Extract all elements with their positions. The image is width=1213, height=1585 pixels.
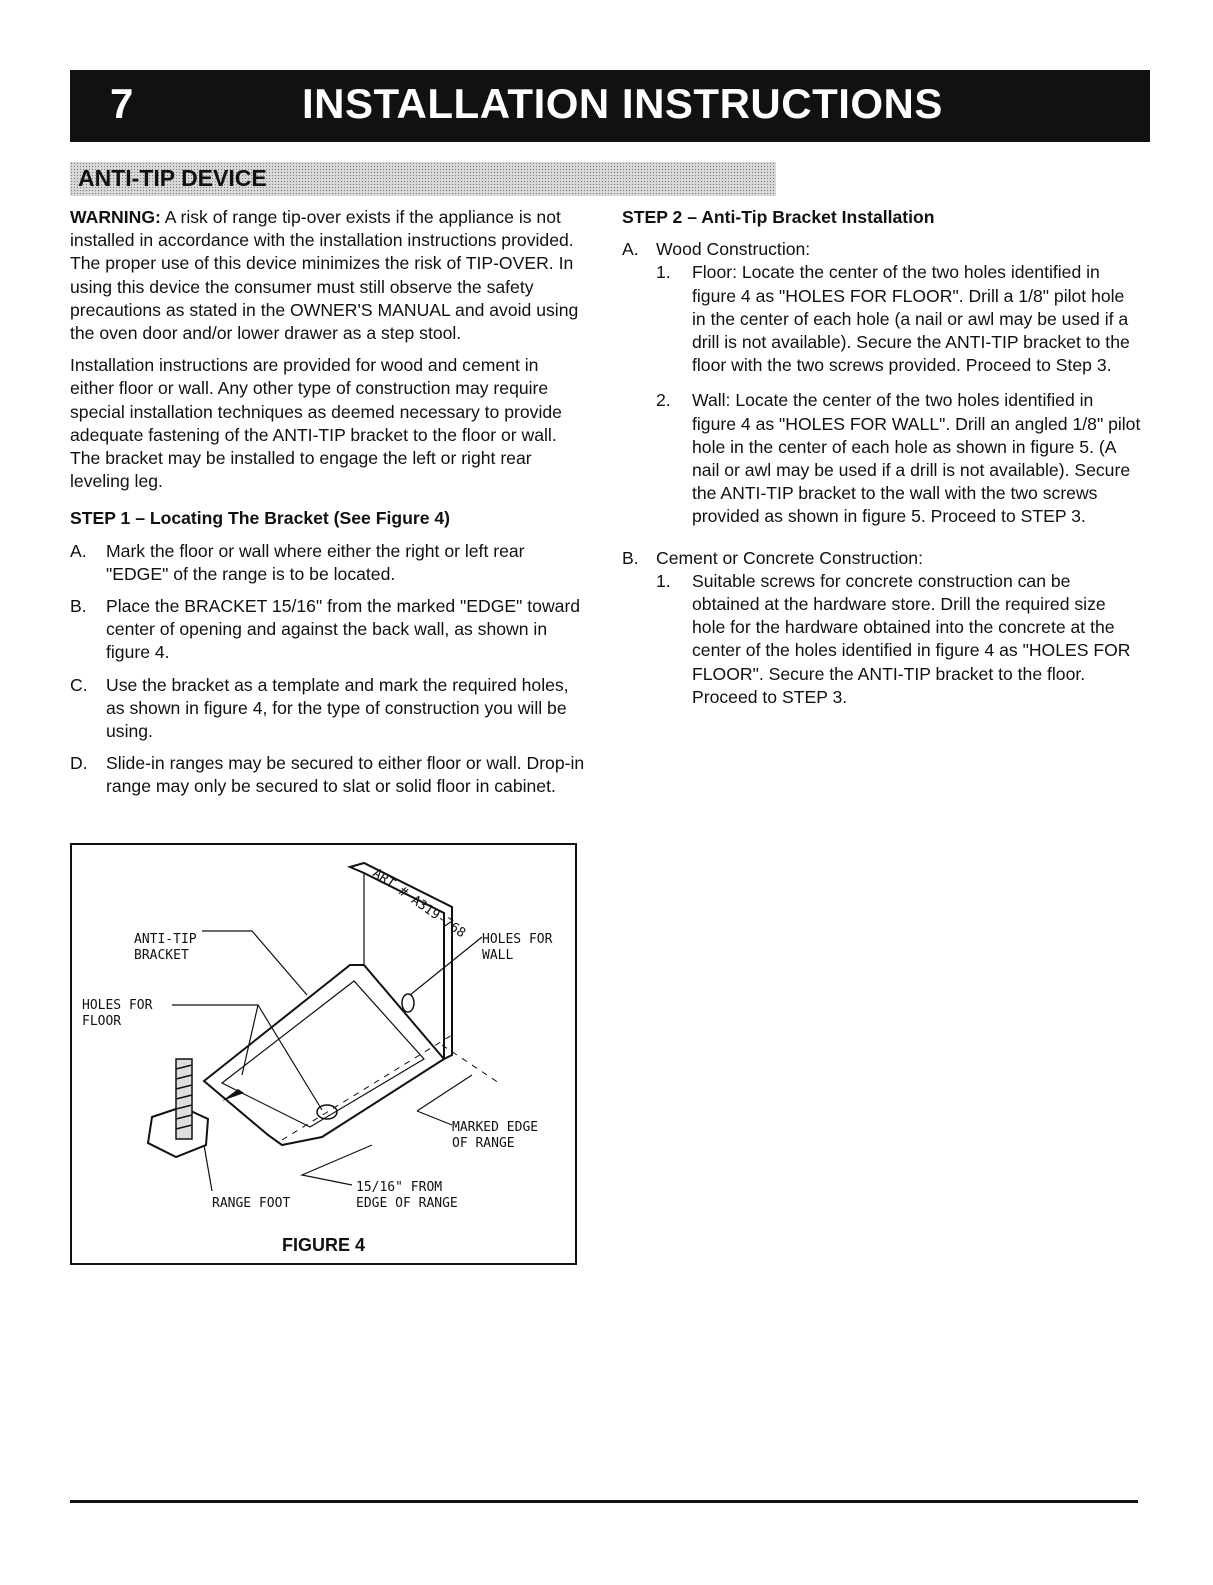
list-text: Mark the floor or wall where either the right or left rear "EDGE" of the range is to be located. [106, 540, 525, 584]
list-marker: B. [70, 596, 87, 617]
bracket-illustration [72, 845, 575, 1225]
bottom-divider [70, 1500, 1138, 1503]
leader-anti-tip [202, 931, 307, 995]
warning-paragraph [70, 206, 586, 345]
label-range-foot: RANGE FOOT [212, 1196, 291, 1211]
list-text: Wall: Locate the center of the two holes identified in figure 4 as "HOLES FOR WALL". Drill an angled 1/8" pilot hole in the center of each hole as shown in figure 5. (A nail or awl may be used if a drill is not available). Secure the ANTI-TIP bracket to the wall with the two screws provided as shown in figure 5. Proceed to STEP 3. [692, 390, 1141, 527]
list-text: Suitable screws for concrete construction can be obtained at the hardware store. Drill the required size hole for the hardware obtained into the concrete at the center of the holes identified in figure 4 as "HOLES FOR FLOOR". Secure the ANTI-TIP bracket to the floor. Proceed to STEP 3. [692, 570, 1131, 707]
list-marker: 1. [656, 570, 671, 591]
subsection-heading [622, 547, 1142, 570]
section-title: ANTI-TIP DEVICE [78, 165, 267, 191]
list-marker: D. [70, 753, 88, 774]
label-holes-for-wall: HOLES FOR [482, 932, 553, 947]
list-item [70, 540, 586, 586]
section-header-bar [70, 70, 1150, 142]
list-item [656, 389, 1142, 528]
label-bracket: BRACKET [134, 948, 189, 963]
list-text: Slide-in ranges may be secured to either floor or wall. Drop-in range may only be secured to slat or solid floor in cabinet. [106, 753, 585, 797]
wall-hole [402, 994, 414, 1012]
step1-heading: STEP 1 – Locating The Bracket (See Figure 4) [70, 508, 451, 529]
label-floor: FLOOR [82, 1014, 122, 1029]
list-marker: 1. [656, 262, 671, 283]
list-marker: A. [622, 239, 639, 260]
page-title: INSTALLATION INSTRUCTIONS [302, 80, 943, 127]
list-item [70, 595, 586, 665]
warning-text: A risk of range tip-over exists if the appliance is not installed in accordance with the installation instructions provided. The proper use of this device minimizes the risk of TIP-OVER. In using this device the consumer must still observe the safety precautions as stated in the OWNER'S MANUAL and avoid using the oven door and/or lower drawer as a step stool. [70, 207, 579, 344]
list-item [70, 752, 586, 798]
right-column [622, 206, 1142, 721]
label-marked-edge: MARKED EDGE [452, 1120, 539, 1135]
list-item [70, 674, 586, 744]
figure-4 [70, 843, 577, 1265]
section-title-band [70, 162, 776, 196]
list-marker: A. [70, 540, 87, 561]
list-text: Floor: Locate the center of the two holes identified in figure 4 as "HOLES FOR FLOOR". Drill a 1/8" pilot hole in the center of each hole (a nail or awl may be used if a drill is not available). Secure the ANTI-TIP bracket to the floor with the two screws provided. Proceed to Step 3. [692, 262, 1130, 376]
label-edge-of-range: EDGE OF RANGE [356, 1196, 458, 1211]
label-anti-tip: ANTI-TIP [134, 932, 197, 947]
step2-heading: STEP 2 – Anti-Tip Bracket Installation [622, 207, 935, 227]
label-holes-for-floor: HOLES FOR [82, 998, 153, 1013]
label-wall: WALL [482, 948, 514, 963]
subsection-title: Cement or Concrete Construction: [656, 547, 923, 568]
art-number-stamp: ART # A319-768 [369, 865, 469, 942]
subsection-title: Wood Construction: [656, 239, 811, 260]
label-of-range: OF RANGE [452, 1136, 515, 1151]
list-text: Place the BRACKET 15/16" from the marked "EDGE" toward center of opening and against the back wall, as shown in figure 4. [106, 596, 581, 663]
list-item [656, 570, 1142, 709]
figure-caption: FIGURE 4 [281, 1235, 365, 1255]
list-item [656, 261, 1142, 377]
warning-label: WARNING: [70, 207, 161, 227]
left-column [70, 206, 586, 808]
intro-paragraph: Installation instructions are provided for wood and cement in either floor or wall. Any other type of construction may require special installation techniques as deemed necessary to provide adequate fastening of the ANTI-TIP bracket to the floor or wall. The bracket may be installed to engage the left or right rear leveling leg. [70, 355, 562, 492]
label-15-16-from: 15/16" FROM [356, 1180, 443, 1195]
leader-range-foot [204, 1145, 212, 1191]
list-marker: C. [70, 674, 88, 695]
list-text: Use the bracket as a template and mark the required holes, as shown in figure 4, for the type of construction you will be using. [106, 674, 569, 742]
subsection-heading [622, 238, 1142, 261]
leader-from-edge [302, 1145, 372, 1185]
section-number: 7 [110, 80, 134, 127]
list-marker: B. [622, 547, 639, 568]
list-marker: 2. [656, 390, 671, 411]
leader-marked-edge [417, 1075, 472, 1125]
